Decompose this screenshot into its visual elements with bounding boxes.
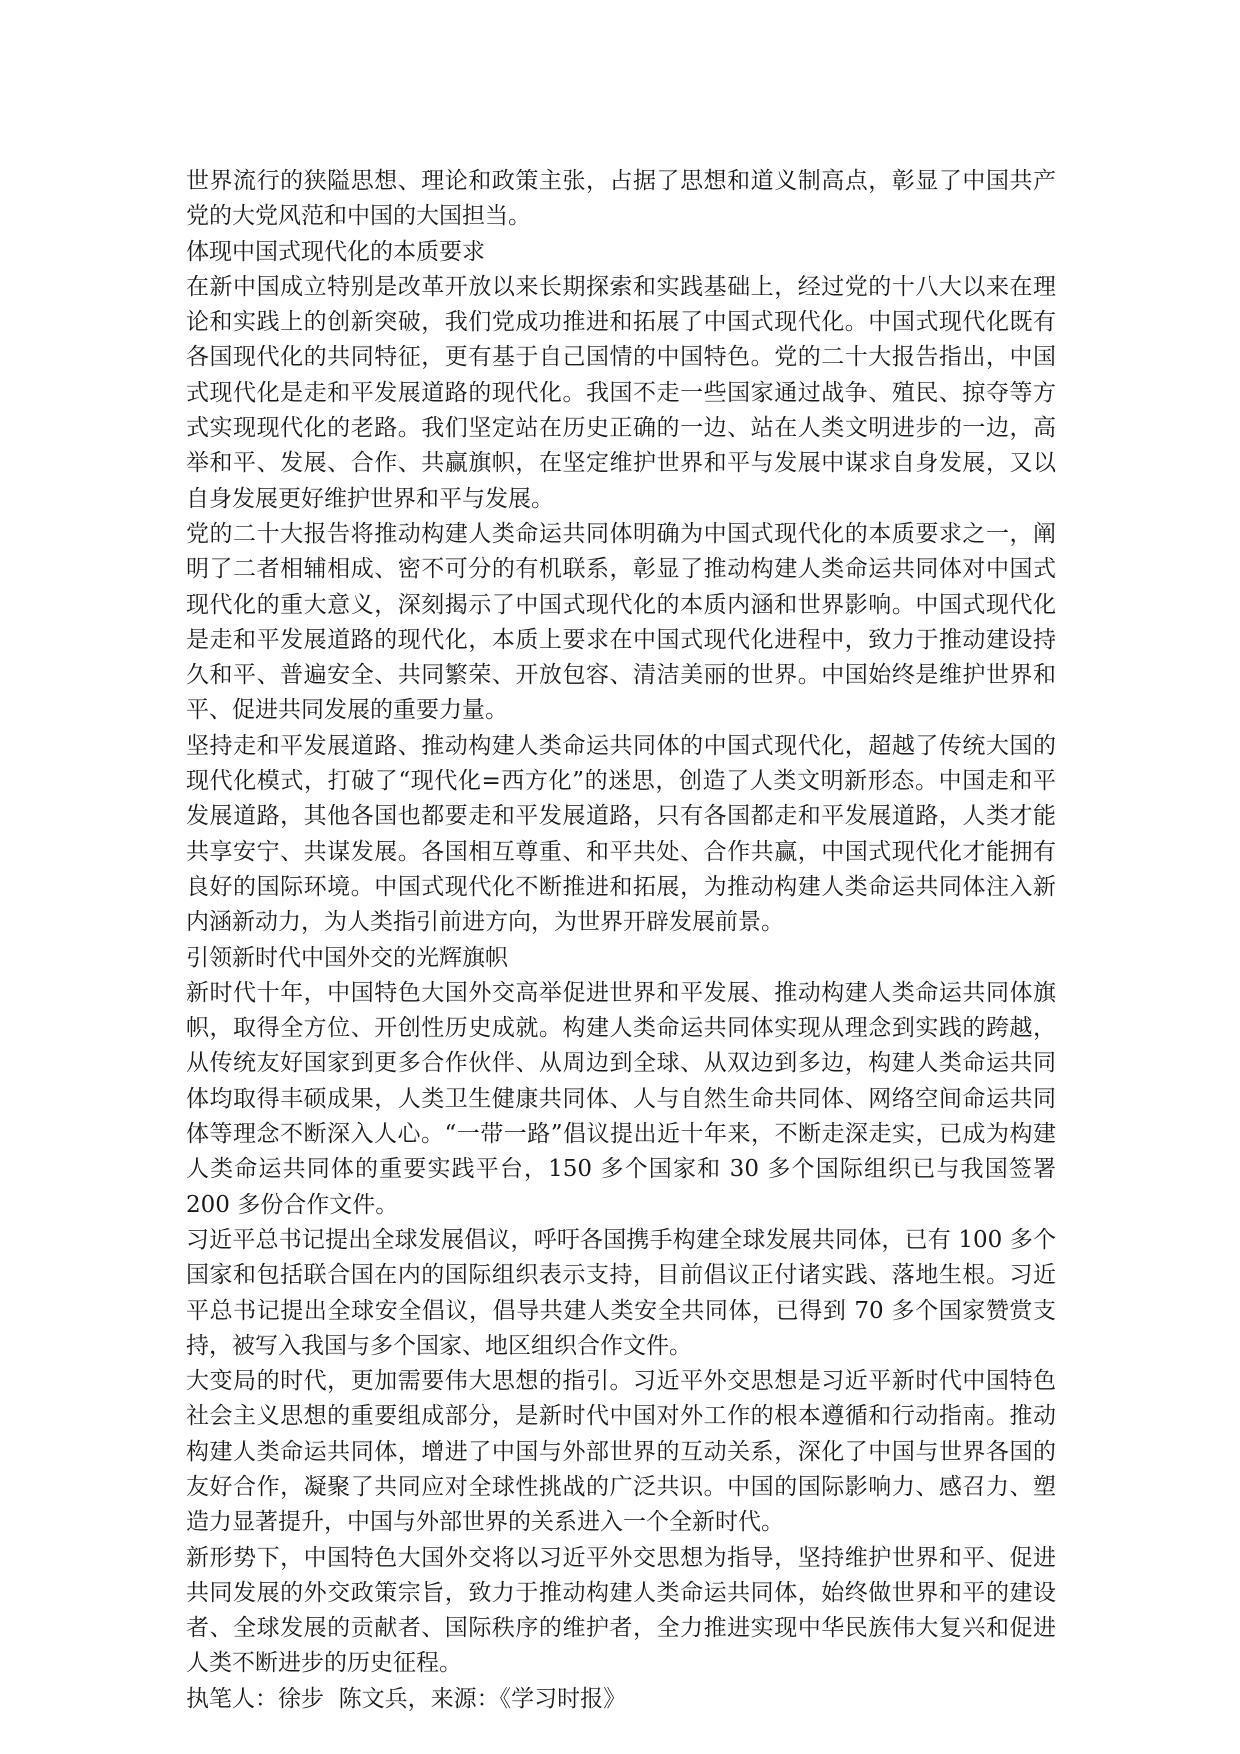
section-heading-essential-requirement: 体现中国式现代化的本质要求	[186, 238, 485, 265]
paragraph: 新时代十年，中国特色大国外交高举促进世界和平发展、推动构建人类命运共同体旗帜，取得全方位、开创性历史成就。构建人类命运共同体实现从理念到实践的跨越，从传统友好国家到更多合作伙伴、从周边到全球、从双边到多边，构建人类命运共同体均取得丰硕成果，人类卫生健康共同体、人与自然生命共同体、网络空间命运共同体等理念不断深入人心。“一带一路”倡议提出近十年来，不断走深走实，已成为构建人类命运共同体的重要实践平台，150 多个国家和 30 多个国际组织已与我国签署 200 多份合作文件。	[186, 979, 1056, 1218]
paragraph: 坚持走和平发展道路、推动构建人类命运共同体的中国式现代化，超越了传统大国的现代化模式，打破了“现代化=西方化”的迷思，创造了人类文明新形态。中国走和平发展道路，其他各国也都要走和平发展道路，只有各国都走和平发展道路，人类才能共享安宁、共谋发展。各国相互尊重、和平共处、合作共赢，中国式现代化才能拥有良好的国际环境。中国式现代化不断推进和拓展，为推动构建人类命运共同体注入新内涵新动力，为人类指引前进方向，为世界开辟发展前景。	[186, 732, 1056, 936]
paragraph: 新形势下，中国特色大国外交将以习近平外交思想为指导，坚持维护世界和平、促进共同发展的外交政策宗旨，致力于推动构建人类命运共同体，始终做世界和平的建设者、全球发展的贡献者、国际秩序的维护者，全力推进实现中华民族伟大复兴和促进人类不断进步的历史征程。	[186, 1544, 1056, 1677]
section-heading-diplomacy-banner: 引领新时代中国外交的光辉旗帜	[186, 944, 508, 971]
paragraph: 习近平总书记提出全球发展倡议，呼吁各国携手构建全球发展共同体，已有 100 多个国家和包括联合国在内的国际组织表示支持，目前倡议正付诸实践、落地生根。习近平总书记提出全球安全倡议，倡导共建人类安全共同体，已得到 70 多个国家赞赏支持，被写入我国与多个国家、地区组织合作文件。	[186, 1226, 1056, 1359]
paragraph: 大变局的时代，更加需要伟大思想的指引。习近平外交思想是习近平新时代中国特色社会主义思想的重要组成部分，是新时代中国对外工作的根本遵循和行动指南。推动构建人类命运共同体，增进了中国与外部世界的互动关系，深化了中国与世界各国的友好合作，凝聚了共同应对全球性挑战的广泛共识。中国的国际影响力、感召力、塑造力显著提升，中国与外部世界的关系进入一个全新时代。	[186, 1368, 1056, 1536]
author-byline: 执笔人：徐步 陈文兵，来源：《学习时报》	[186, 1685, 627, 1712]
article-body	[186, 164, 1056, 1717]
paragraph: 在新中国成立特别是改革开放以来长期探索和实践基础上，经过党的十八大以来在理论和实践上的创新突破，我们党成功推进和拓展了中国式现代化。中国式现代化既有各国现代化的共同特征，更有基于自己国情的中国特色。党的二十大报告指出，中国式现代化是走和平发展道路的现代化。我国不走一些国家通过战争、殖民、掠夺等方式实现现代化的老路。我们坚定站在历史正确的一边、站在人类文明进步的一边，高举和平、发展、合作、共赢旗帜，在坚定维护世界和平与发展中谋求自身发展，又以自身发展更好维护世界和平与发展。	[186, 273, 1056, 512]
paragraph-continued: 世界流行的狭隘思想、理论和政策主张，占据了思想和道义制高点，彰显了中国共产党的大党风范和中国的大国担当。	[186, 168, 1056, 230]
paragraph: 党的二十大报告将推动构建人类命运共同体明确为中国式现代化的本质要求之一，阐明了二者相辅相成、密不可分的有机联系，彰显了推动构建人类命运共同体对中国式现代化的重大意义，深刻揭示了中国式现代化的本质内涵和世界影响。中国式现代化是走和平发展道路的现代化，本质上要求在中国式现代化进程中，致力于推动建设持久和平、普遍安全、共同繁荣、开放包容、清洁美丽的世界。中国始终是维护世界和平、促进共同发展的重要力量。	[186, 520, 1056, 724]
